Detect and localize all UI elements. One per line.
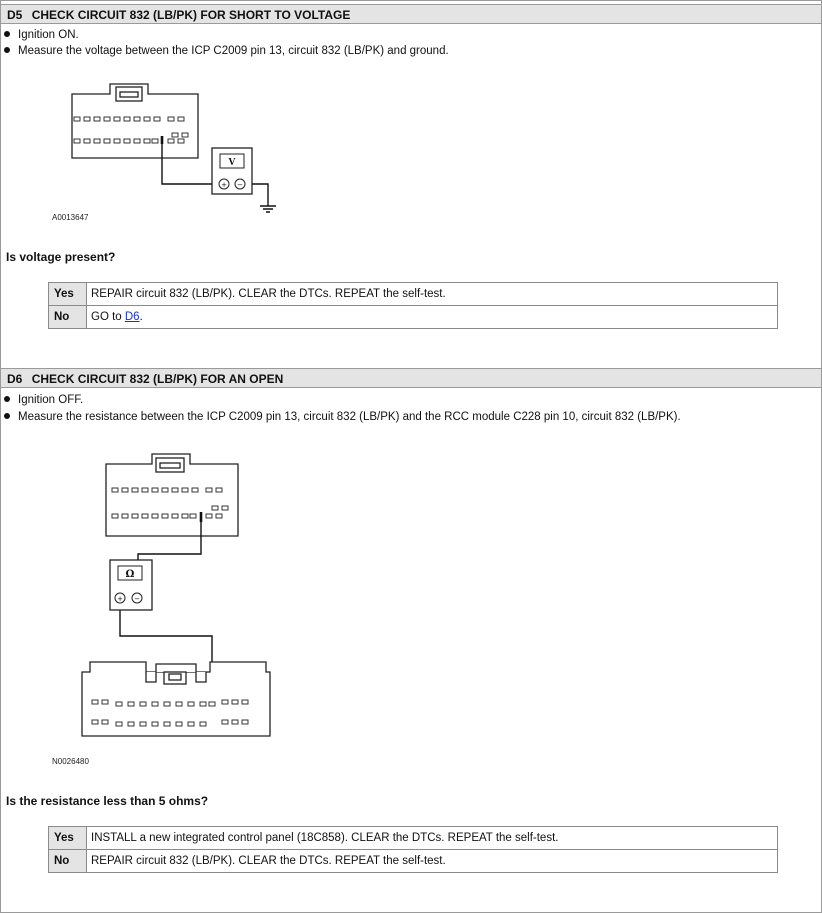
step-d6-title: CHECK CIRCUIT 832 (LB/PK) FOR AN OPEN (31, 372, 284, 386)
svg-text:−: − (134, 595, 140, 603)
d5-figure-id: A0013647 (52, 213, 89, 222)
svg-text:−: − (237, 181, 243, 189)
bullet-text: Measure the voltage between the ICP C2009 pin 13, circuit 832 (LB/PK) and ground. (18, 45, 449, 57)
step-d6-header (1, 368, 821, 388)
step-d6-bullet-1 (4, 392, 83, 408)
bullet-text: Ignition OFF. (18, 394, 84, 406)
step-d5-id: D5 (7, 8, 23, 22)
step-d6-id: D6 (7, 372, 23, 386)
goto-d6-link[interactable]: D6 (124, 311, 140, 323)
step-d6-bullet-2 (4, 409, 681, 425)
d6-answer-table (48, 826, 778, 873)
answer-key: No (49, 850, 87, 873)
table-row (49, 850, 778, 873)
table-row (49, 827, 778, 850)
table-row (49, 306, 778, 329)
bullet-icon (4, 396, 10, 402)
answer-text: INSTALL a new integrated control panel (18C858). CLEAR the DTCs. REPEAT the self-test. (87, 827, 778, 850)
d5-question: Is voltage present? (6, 250, 116, 264)
d5-wiring-diagram (60, 78, 300, 228)
step-d5-bullet-1 (4, 27, 79, 43)
answer-text: REPAIR circuit 832 (LB/PK). CLEAR the DTCs. REPEAT the self-test. (87, 850, 778, 873)
table-row (49, 283, 778, 306)
answer-key: No (49, 306, 87, 329)
d5-answer-table (48, 282, 778, 329)
bullet-icon (4, 31, 10, 37)
svg-text:+: + (117, 595, 123, 603)
bullet-icon (4, 413, 10, 419)
step-d5-bullet-2 (4, 43, 449, 59)
answer-text-before: GO to (91, 311, 125, 323)
answer-text: REPAIR circuit 832 (LB/PK). CLEAR the DTCs. REPEAT the self-test. (87, 283, 778, 306)
bullet-text: Measure the resistance between the ICP C2009 pin 13, circuit 832 (LB/PK) and the RCC module C228 pin 10, circuit 832 (LB/PK). (18, 411, 681, 423)
answer-text (87, 306, 778, 329)
d5-meter-symbol: V (228, 157, 236, 168)
d6-meter-symbol: Ω (125, 569, 135, 580)
d6-figure-id: N0026480 (52, 757, 89, 766)
d6-wiring-diagram (70, 450, 290, 750)
bullet-text: Ignition ON. (18, 29, 79, 41)
answer-key: Yes (49, 827, 87, 850)
answer-text-after: . (139, 311, 143, 323)
step-d5-header (1, 4, 821, 24)
d6-question: Is the resistance less than 5 ohms? (6, 794, 209, 808)
svg-text:+: + (221, 181, 227, 189)
step-d5-title: CHECK CIRCUIT 832 (LB/PK) FOR SHORT TO VOLTAGE (31, 8, 351, 22)
bullet-icon (4, 47, 10, 53)
answer-key: Yes (49, 283, 87, 306)
